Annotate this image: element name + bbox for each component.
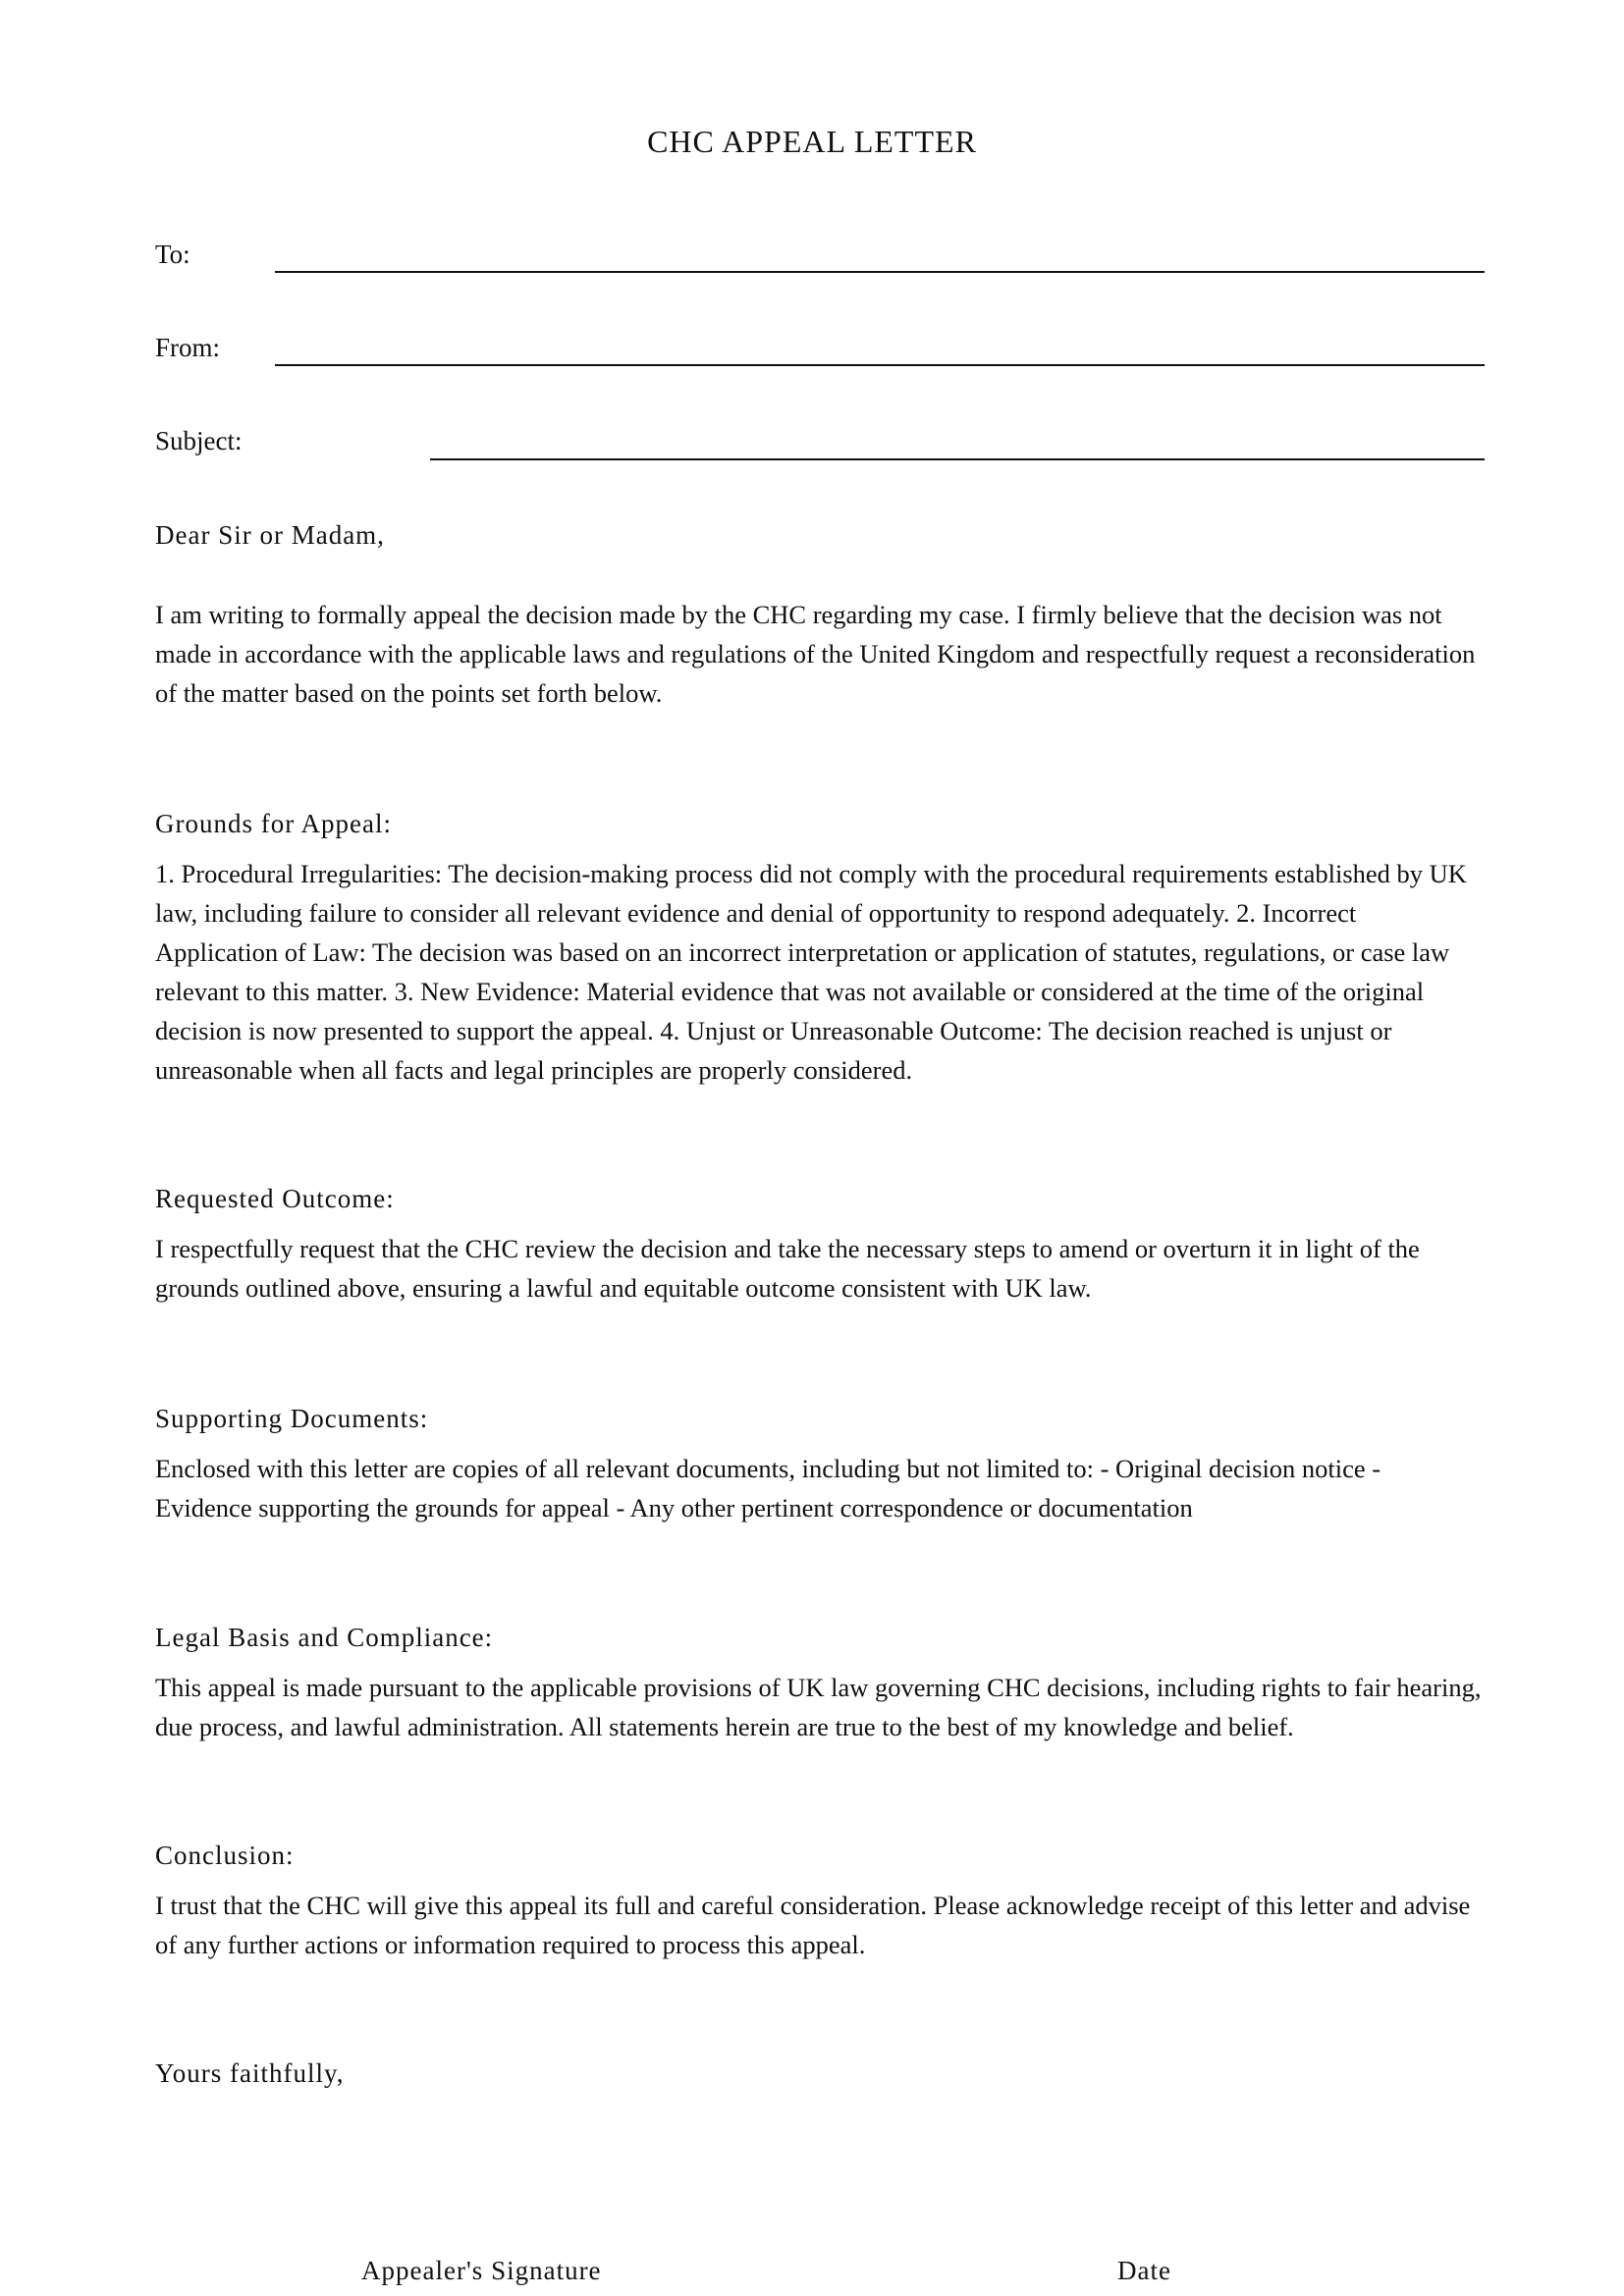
legal-basis-heading: Legal Basis and Compliance: (155, 1623, 494, 1652)
closing: Yours faithfully, (155, 2058, 345, 2088)
conclusion-heading: Conclusion: (155, 1841, 295, 1870)
requested-outcome-body: I respectfully request that the CHC review the decision and take the necessary steps to amend or overturn it in light of the grounds outlined above, ensuring a lawful and equitable outcome consistent with UK law. (155, 1234, 1420, 1303)
to-label: To: (155, 240, 190, 269)
salutation: Dear Sir or Madam, (155, 520, 385, 550)
from-label: From: (155, 333, 221, 362)
subject-field[interactable] (430, 458, 1485, 460)
date-label: Date (1117, 2256, 1171, 2285)
signature-label: Appealer's Signature (361, 2256, 602, 2285)
supporting-documents-body: Enclosed with this letter are copies of all relevant documents, including but not limited to: - Original decision notice - Evidence supporting the grounds for appeal - Any other pertinent correspondence or documentation (155, 1454, 1381, 1522)
requested-outcome-heading: Requested Outcome: (155, 1184, 395, 1213)
subject-label: Subject: (155, 426, 243, 455)
legal-basis-body: This appeal is made pursuant to the applicable provisions of UK law governing CHC decisions, including rights to fair hearing, due process, and lawful administration. All statements herein are true to the best of my knowledge and belief. (155, 1673, 1482, 1741)
grounds-body: 1. Procedural Irregularities: The decision-making process did not comply with the procedural requirements established by UK law, including failure to consider all relevant evidence and denial of opportunity to respond adequately. 2. Incorrect Application of Law: The decision was based on an incorrect interpretation or application of statutes, regulations, or case law relevant to this matter. 3. New Evidence: Material evidence that was not available or considered at the time of the original decision is now presented to support the appeal. 4. Unjust or Unreasonable Outcome: The decision reached is unjust or unreasonable when all facts and legal principles are properly considered. (155, 859, 1467, 1085)
grounds-heading: Grounds for Appeal: (155, 809, 392, 838)
from-field[interactable] (275, 364, 1485, 366)
intro-paragraph: I am writing to formally appeal the decision made by the CHC regarding my case. I firmly believe that the decision was not made in accordance with the applicable laws and regulations of the United Kingdom and respectfully request a reconsideration of the matter based on the points set forth below. (155, 600, 1476, 708)
letter-title: CHC APPEAL LETTER (647, 124, 977, 159)
conclusion-body: I trust that the CHC will give this appeal its full and careful consideration. Please acknowledge receipt of this letter and advise of any further actions or information required to process this appeal. (155, 1891, 1471, 1959)
supporting-documents-heading: Supporting Documents: (155, 1404, 429, 1433)
to-field[interactable] (275, 271, 1485, 273)
